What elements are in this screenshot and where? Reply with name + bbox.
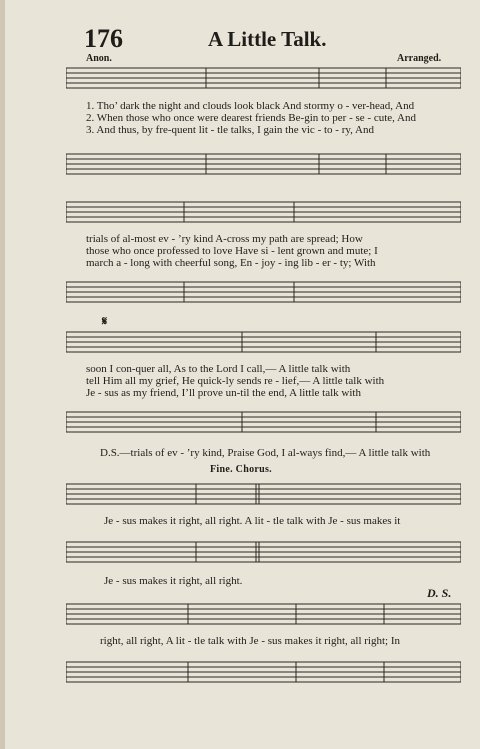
staff-lines	[66, 602, 461, 626]
author-credit: Anon.	[86, 53, 112, 64]
verse-line: Je - sus as my friend, I’ll prove un-til the end, A little talk with	[86, 387, 361, 399]
staff-lines	[66, 660, 461, 684]
staff-lines	[66, 540, 461, 564]
staff-lines	[66, 482, 461, 506]
hymn-number: 176	[84, 24, 123, 53]
staff-lines	[66, 152, 461, 176]
verse-line: soon I con-quer all, As to the Lord I call,— A little talk with	[86, 363, 351, 375]
treble-staff	[66, 66, 461, 90]
verse-line: trials of al-most ev - ’ry kind A-cross my path are spread; How	[86, 233, 363, 245]
ds-mark: D. S.	[427, 586, 452, 600]
bass-staff	[66, 660, 461, 684]
ds-line: D.S.—trials of ev - ’ry kind, Praise God, I al-ways find,— A little talk with	[100, 447, 431, 459]
staff-lines	[66, 330, 461, 354]
segno-sign: 𝄋	[102, 314, 108, 328]
treble-staff	[66, 200, 461, 224]
bass-staff	[66, 280, 461, 304]
treble-staff	[66, 602, 461, 626]
staff-lines	[66, 66, 461, 90]
bass-staff	[66, 152, 461, 176]
treble-staff	[66, 330, 461, 354]
chorus-bass-line: Je - sus makes it right, all right.	[104, 575, 243, 587]
staff-lines	[66, 280, 461, 304]
bass-staff	[66, 410, 461, 434]
fine-chorus-label: Fine. Chorus.	[210, 464, 272, 475]
page-edge	[0, 0, 5, 749]
hymn-title: A Little Talk.	[208, 27, 327, 51]
verse-line: tell Him all my grief, He quick-ly sends re - lief,— A little talk with	[86, 375, 385, 387]
verse-line: march a - long with cheerful song, En - joy - ing lib - er - ty; With	[86, 257, 376, 269]
verse-line: those who once professed to love Have si - lent grown and mute; I	[86, 245, 378, 257]
treble-staff	[66, 482, 461, 506]
verse-line: 3. And thus, by fre-quent lit - tle talks, I gain the vic - to - ry, And	[86, 124, 374, 136]
arranger-credit: Arranged.	[397, 53, 442, 64]
chorus-line: Je - sus makes it right, all right. A lit - tle talk with Je - sus makes it	[104, 515, 401, 527]
staff-lines	[66, 410, 461, 434]
verse-line: 1. Tho’ dark the night and clouds look black And stormy o - ver-head, And	[86, 100, 415, 112]
chorus-line: right, all right, A lit - tle talk with Je - sus makes it right, all right; In	[100, 635, 401, 647]
bass-staff	[66, 540, 461, 564]
verse-line: 2. When those who once were dearest friends Be-gin to per - se - cute, And	[86, 112, 416, 124]
staff-lines	[66, 200, 461, 224]
